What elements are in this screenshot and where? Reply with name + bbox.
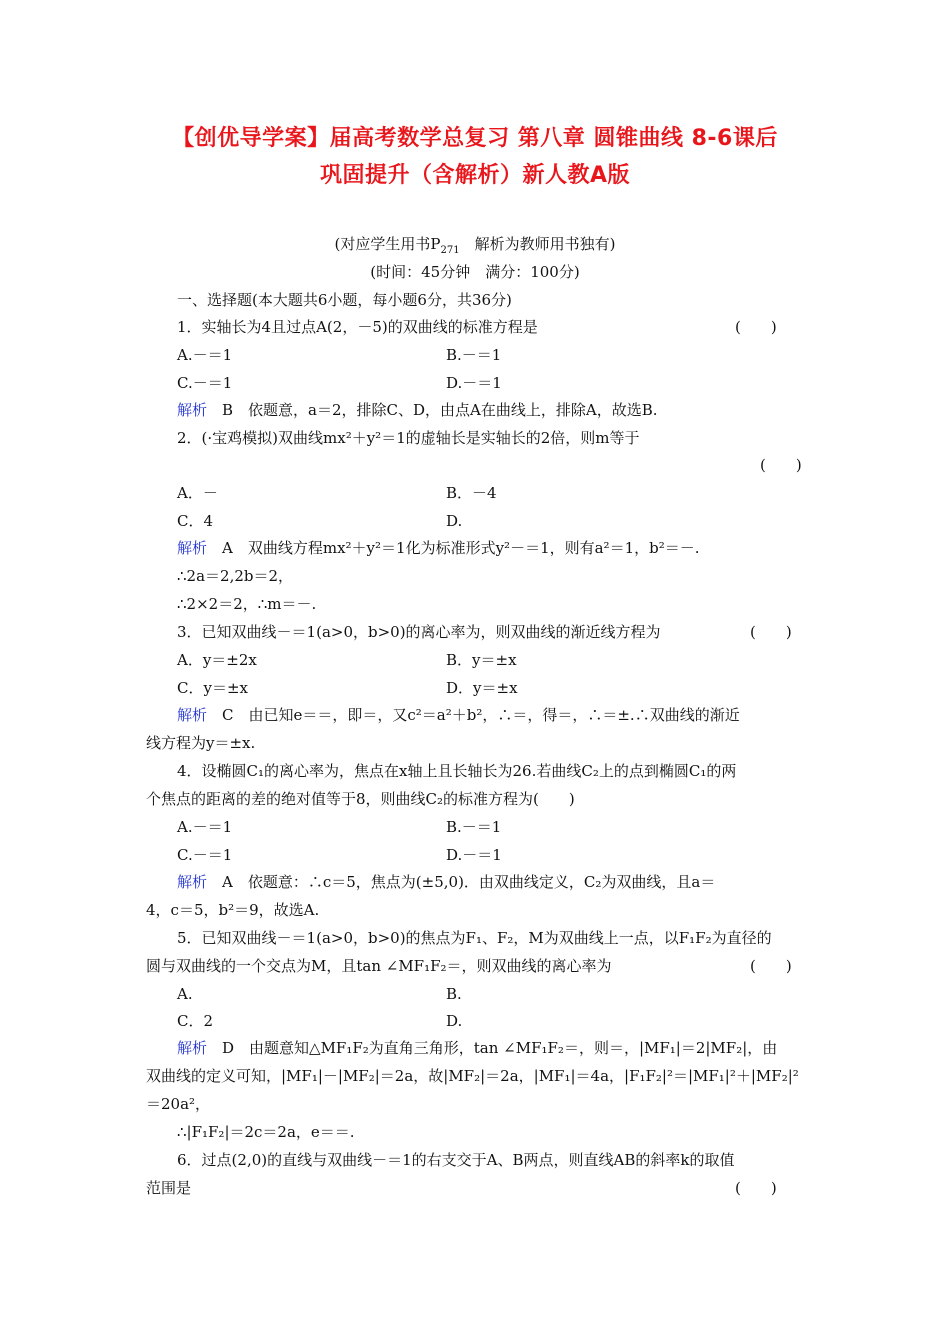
source-note: (对应学生用书$P_{271}$ 解析为教师用书独有) (334, 235, 616, 256)
q2-option-a: A．－ (177, 484, 218, 502)
q4-option-b: B.－＝1 (446, 818, 502, 836)
q6-stem: 6．过点(2,0)的直线与双曲线－＝1的右支交于A、B两点，则直线AB的斜率k的取值 (177, 1151, 735, 1169)
q4-solution-line-2: 4，c＝5，b²＝9，故选A. (146, 901, 320, 919)
q2-option-d: D. (446, 512, 463, 530)
q3-solution: 解析 C 由已知e＝＝，即＝，又c²＝a²＋b²，∴＝，得＝，∴＝±.∴双曲线的渐近 (177, 706, 740, 724)
q5-stem: 5．已知双曲线－＝1(a>0，b>0)的焦点为F₁、F₂，M为双曲线上一点，以F₁F₂为直径的 (177, 929, 772, 947)
q1-option-b: B.－＝1 (446, 346, 502, 364)
q3-option-d: D．y＝±x (446, 679, 518, 697)
q4-stem-line-2: 个焦点的距离的差的绝对值等于8，则曲线C₂的标准方程为( ) (146, 790, 575, 808)
solution-label: 解析 (177, 873, 208, 891)
q2-solution-line-3: ∴2×2＝2，∴m＝－. (177, 595, 317, 613)
solution-label: 解析 (177, 706, 208, 724)
q3-option-b: B．y＝±x (446, 651, 517, 669)
q4-option-c: C.－＝1 (177, 846, 233, 864)
q5-answer-blank: ( ) (750, 957, 792, 975)
q1-option-d: D.－＝1 (446, 374, 502, 392)
solution-label: 解析 (177, 539, 208, 557)
solution-label: 解析 (177, 1039, 208, 1057)
document-title-line-1: 【创优导学案】届高考数学总复习 第八章 圆锥曲线 8-6课后 (172, 126, 778, 151)
q2-solution-line-2: ∴2a＝2,2b＝2， (177, 567, 294, 585)
q3-stem: 3．已知双曲线－＝1(a>0，b>0)的离心率为，则双曲线的渐近线方程为 (177, 623, 661, 641)
q5-solution: 解析 D 由题意知△MF₁F₂为直角三角形，tan ∠MF₁F₂＝，则＝，|MF₁|＝2|MF₂|，由 (177, 1039, 778, 1057)
q1-answer-blank: ( ) (735, 318, 777, 336)
q4-option-d: D.－＝1 (446, 846, 502, 864)
solution-label: 解析 (177, 401, 208, 419)
q5-solution-line-2: 双曲线的定义可知，|MF₁|－|MF₂|＝2a，故|MF₂|＝2a，|MF₁|＝4a，|F₁F₂|²＝|MF₁|²＋|MF₂|² (146, 1067, 799, 1085)
document-title-line-2: 巩固提升（含解析）新人教A版 (319, 163, 631, 188)
q1-option-c: C.－＝1 (177, 374, 233, 392)
q5-option-d: D. (446, 1012, 463, 1030)
q2-stem: 2．(·宝鸡模拟)双曲线mx²＋y²＝1的虚轴长是实轴长的2倍，则m等于 (177, 429, 640, 447)
q1-stem: 1．实轴长为4且过点A(2，－5)的双曲线的标准方程是 (177, 318, 538, 336)
q5-option-c: C．2 (177, 1012, 214, 1030)
time-note: (时间：45分钟 满分：100分) (370, 263, 580, 281)
q5-option-b: B. (446, 985, 462, 1003)
q5-stem-line-2: 圆与双曲线的一个交点为M，且tan ∠MF₁F₂＝，则双曲线的离心率为 (146, 957, 612, 975)
q3-answer-blank: ( ) (750, 623, 792, 641)
q6-stem-line-2: 范围是 (146, 1179, 192, 1197)
q6-answer-blank: ( ) (735, 1179, 777, 1197)
q4-solution: 解析 A 依题意：∴c＝5，焦点为(±5,0)．由双曲线定义，C₂为双曲线，且a＝ (177, 873, 716, 891)
q2-option-c: C．4 (177, 512, 214, 530)
q2-solution: 解析 A 双曲线方程mx²＋y²＝1化为标准形式y²－＝1，则有a²＝1，b²＝－. (177, 539, 700, 557)
section-heading: 一、选择题(本大题共6小题，每小题6分，共36分) (177, 291, 512, 309)
q4-option-a: A.－＝1 (177, 818, 233, 836)
q3-solution-line-2: 线方程为y＝±x. (146, 734, 256, 752)
q2-answer-blank: ( ) (760, 456, 802, 474)
q3-option-c: C．y＝±x (177, 679, 248, 697)
q4-stem: 4．设椭圆C₁的离心率为，焦点在x轴上且长轴长为26.若曲线C₂上的点到椭圆C₁的两 (177, 762, 737, 780)
q1-solution: 解析 B 依题意，a＝2，排除C、D，由点A在曲线上，排除A，故选B. (177, 401, 658, 419)
q5-solution-line-4: ∴|F₁F₂|＝2c＝2a，e＝＝. (177, 1123, 355, 1141)
q1-option-a: A.－＝1 (177, 346, 233, 364)
q5-option-a: A. (177, 985, 193, 1003)
q5-solution-line-3: ＝20a²， (146, 1095, 211, 1113)
q3-option-a: A．y＝±2x (177, 651, 257, 669)
q2-option-b: B．－4 (446, 484, 497, 502)
